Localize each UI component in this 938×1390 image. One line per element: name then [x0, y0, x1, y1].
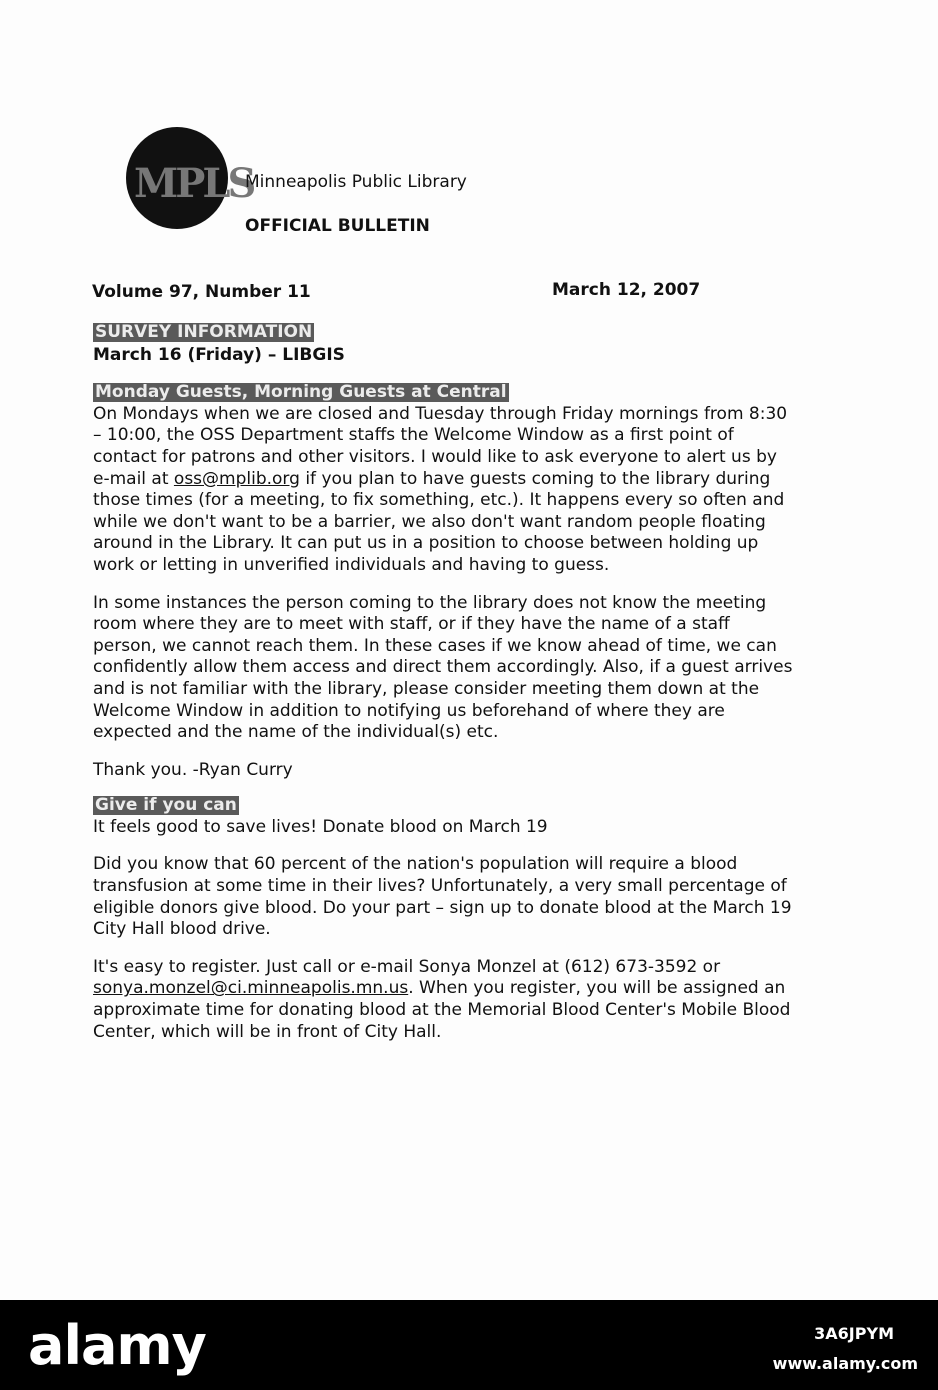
guests-paragraph-2: In some instances the person coming to the library does not know the meeting room where they are to meet with staff, or if they have the name of a staff person, we cannot reach them. In these cases if we know ahead of time, we can confidently allow them access and direct them accordingly. Also, if a guest arrives and is not familiar with the library, please consider meeting them down at the Welcome Window in addition to notifying us beforehand of where they are expected and the name of the individual(s) etc. [93, 592, 793, 743]
alamy-logo: alamy [28, 1314, 206, 1377]
guests-p1-text-a: On Mondays when we are closed and Tuesday through Friday mornings from 8:30 – 10:00, the OSS Department staffs the Welcome Window as a first point of contact for patrons and other visitors. I would like to ask everyone to alert us by e-mail at [93, 403, 788, 489]
bulletin-title: OFFICIAL BULLETIN [245, 216, 430, 236]
give-paragraph-2 [93, 957, 793, 1043]
volume-number: Volume 97, Number 11 [92, 282, 311, 302]
oss-email-link[interactable]: oss@mplib.org [173, 468, 300, 489]
bulletin-body [93, 322, 793, 1043]
survey-heading: SURVEY INFORMATION [95, 322, 313, 342]
sonya-email-link[interactable]: sonya.monzel@ci.minneapolis.mn.us [93, 978, 409, 999]
organization-name: Minneapolis Public Library [245, 172, 467, 192]
issue-date: March 12, 2007 [552, 280, 701, 300]
alamy-url: www.alamy.com [772, 1354, 918, 1373]
guests-signoff: Thank you. -Ryan Curry [93, 759, 293, 780]
give-heading: Give if you can [95, 795, 237, 816]
guests-heading: Monday Guests, Morning Guests at Central [95, 382, 507, 403]
svg-text:MPLS: MPLS [134, 160, 254, 207]
guests-paragraph-1 [93, 404, 793, 577]
mpls-logo [126, 127, 254, 229]
give-paragraph-1: Did you know that 60 percent of the nation's population will require a blood transfusion at some time in their lives? Unfortunately, a very small percentage of eligible donors give blood. Do your part – sign up to donate blood at the March 19 City Hall blood drive. [93, 854, 792, 940]
give-p2-text-b: . When you register, you will be assigned an approximate time for donating blood at the Memorial Blood Center's Mobile Blood Center, which will be in front of City Hall. [93, 978, 791, 1042]
give-section [93, 795, 793, 1043]
survey-section [93, 322, 793, 366]
watermark-footer [0, 1300, 938, 1390]
guests-section [93, 382, 793, 781]
give-tagline: It feels good to save lives! Donate blood on March 19 [93, 816, 548, 837]
guests-p1-text-b: if you plan to have guests coming to the library during those times (for a meeting, to fix something, etc.). It happens every so often and while we don't want to be a barrier, we also don't want random people floating around in the Library. It can put us in a position to choose between holding up work or letting in unverified individuals and having to guess. [93, 468, 785, 575]
give-p2-text-a: It's easy to register. Just call or e-mail Sonya Monzel at (612) 673-3592 or [93, 956, 721, 977]
image-code: 3A6JPYM [814, 1324, 894, 1343]
survey-detail: March 16 (Friday) – LIBGIS [93, 344, 345, 365]
